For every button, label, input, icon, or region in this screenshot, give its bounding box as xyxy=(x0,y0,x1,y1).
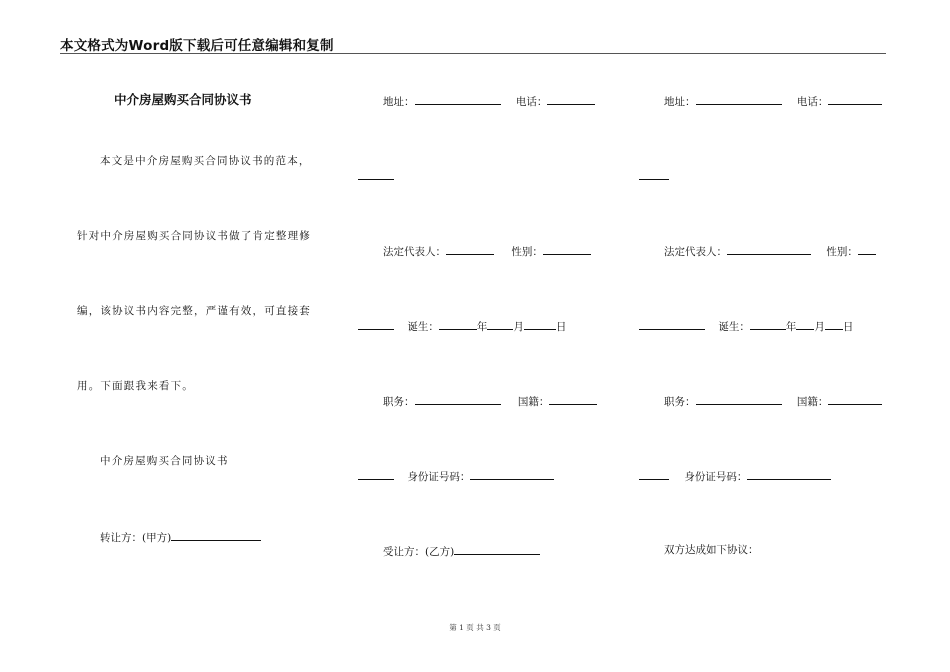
birth-leading-blank xyxy=(358,318,394,330)
nationality-blank xyxy=(549,393,597,405)
transferee-label: 受让方：(乙方) xyxy=(383,546,455,558)
phone-blank xyxy=(828,93,882,105)
day-label: 日 xyxy=(555,321,567,333)
transferor-blank xyxy=(171,529,261,541)
party-b-birth-row xyxy=(639,318,853,334)
month-label: 月 xyxy=(513,321,524,333)
party-a-id-row xyxy=(358,468,554,484)
continuation-blank xyxy=(639,179,669,180)
address-label: 地址： xyxy=(383,96,415,108)
phone-label: 电话： xyxy=(796,96,829,108)
party-a-birth-row xyxy=(358,318,566,334)
id-number-blank xyxy=(747,468,831,480)
birth-leading-blank xyxy=(639,318,705,330)
agreement-intro: 双方达成如下协议： xyxy=(664,544,759,556)
address-label: 地址： xyxy=(664,96,696,108)
birth-label: 诞生： xyxy=(718,321,750,333)
year-label: 年 xyxy=(785,321,797,333)
birth-month-blank xyxy=(796,318,814,330)
id-number-label: 身份证号码： xyxy=(684,471,748,483)
gender-blank xyxy=(858,243,876,255)
phone-label: 电话： xyxy=(515,96,548,108)
intro-paragraph-line-3: 编，该协议书内容完整，严谨有效，可直接套 xyxy=(77,305,311,317)
transferee-field xyxy=(383,543,540,559)
document-title: 中介房屋购买合同协议书 xyxy=(114,92,252,107)
birth-day-blank xyxy=(825,318,843,330)
transferor-label: 转让方：(甲方) xyxy=(100,532,172,544)
transferee-blank xyxy=(454,543,540,555)
position-label: 职务： xyxy=(664,396,696,408)
intro-paragraph-line-2: 针对中介房屋购买合同协议书做了肯定整理修 xyxy=(77,230,311,242)
gender-blank xyxy=(543,243,591,255)
id-leading-blank xyxy=(639,468,669,480)
nationality-label: 国籍： xyxy=(796,396,829,408)
intro-paragraph-line-4: 用。下面跟我来看下。 xyxy=(77,380,194,392)
birth-month-blank xyxy=(487,318,513,330)
address-blank xyxy=(696,93,782,105)
contract-subtitle: 中介房屋购买合同协议书 xyxy=(100,455,229,467)
year-label: 年 xyxy=(476,321,488,333)
legal-rep-blank xyxy=(727,243,811,255)
birth-year-blank xyxy=(750,318,786,330)
page-header xyxy=(60,34,886,54)
legal-rep-label: 法定代表人： xyxy=(664,246,727,258)
month-label: 月 xyxy=(814,321,825,333)
legal-rep-blank xyxy=(446,243,494,255)
party-b-legal-rep-row xyxy=(664,243,876,259)
day-label: 日 xyxy=(842,321,854,333)
header-title: 本文格式为Word版下载后可任意编辑和复制 xyxy=(60,38,334,54)
gender-label: 性别： xyxy=(511,246,543,258)
legal-rep-label: 法定代表人： xyxy=(383,246,446,258)
party-b-address-row xyxy=(664,93,882,109)
continuation-blank xyxy=(358,179,394,180)
page-number: 第 1 页 共 3 页 xyxy=(449,623,501,632)
birth-year-blank xyxy=(439,318,477,330)
id-number-blank xyxy=(470,468,554,480)
nationality-blank xyxy=(828,393,882,405)
id-leading-blank xyxy=(358,468,394,480)
id-number-label: 身份证号码： xyxy=(407,471,471,483)
phone-blank xyxy=(547,93,595,105)
party-a-legal-rep-row xyxy=(383,243,591,259)
position-blank xyxy=(696,393,782,405)
party-b-position-row xyxy=(664,393,882,409)
gender-label: 性别： xyxy=(826,246,858,258)
party-a-position-row xyxy=(383,393,597,409)
birth-day-blank xyxy=(524,318,556,330)
nationality-label: 国籍： xyxy=(517,396,550,408)
intro-paragraph-line-1: 本文是中介房屋购买合同协议书的范本， xyxy=(100,155,311,167)
address-blank xyxy=(415,93,501,105)
transferor-field xyxy=(100,529,261,545)
position-blank xyxy=(415,393,501,405)
birth-label: 诞生： xyxy=(407,321,439,333)
party-a-address-row xyxy=(383,93,595,109)
party-b-id-row xyxy=(639,468,831,484)
position-label: 职务： xyxy=(383,396,415,408)
